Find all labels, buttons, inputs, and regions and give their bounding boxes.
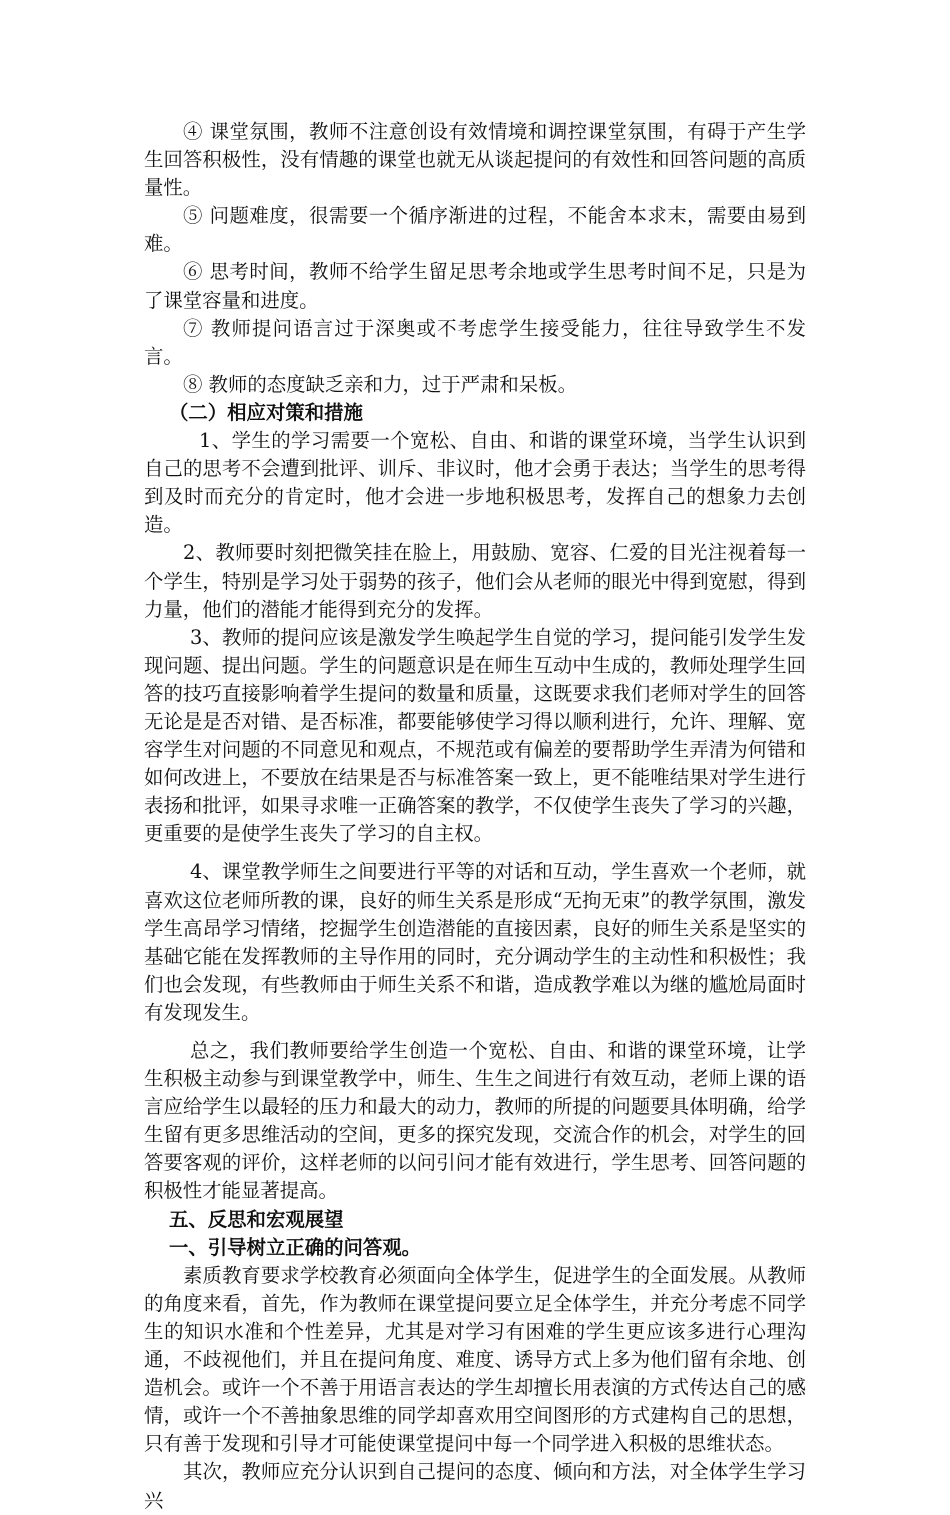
paragraph-measure-2: 2、教师要时刻把微笑挂在脸上，用鼓励、宽容、仁爱的目光注视着每一个学生，特别是学习处于弱势的孩子，他们会从老师的眼光中得到宽慰，得到力量，他们的潜能才能得到充分的发挥。 <box>144 541 806 621</box>
paragraph-question-language: ⑦ 教师提问语言过于深奥或不考虑学生接受能力，往往导致学生不发言。 <box>144 316 806 368</box>
paragraph-quality-education: 素质教育要求学校教育必须面向全体学生，促进学生的全面发展。从教师的角度来看，首先，作为教师在课堂提问要立足全体学生，并充分考虑不同学生的知识水准和个性差异，尤其是对学习有困难的学生更应该多进行心理沟通，不歧视他们，并且在提问角度、难度、诱导方式上多为他们留有余地、创造机会。或许一个不善于用语言表达的学生却擅长用表演的方式传达自己的感情，或许一个不善抽象思维的同学却喜欢用空间图形的方式建构自己的思想，只有善于发现和引导才可能使课堂提问中每一个同学进入积极的思维状态。 <box>144 1263 806 1456</box>
paragraph-secondly: 其次，教师应充分认识到自己提问的态度、倾向和方法，对全体学生学习兴 <box>144 1460 806 1512</box>
paragraph-classroom-atmosphere: ④ 课堂氛围，教师不注意创设有效情境和调控课堂氛围，有碍于产生学生回答积极性，没有情趣的课堂也就无从谈起提问的有效性和回答问题的高质量性。 <box>144 120 806 200</box>
document-page <box>144 118 806 1515</box>
paragraph-thinking-time: ⑥ 思考时间，教师不给学生留足思考余地或学生思考时间不足，只是为了课堂容量和进度。 <box>144 260 806 312</box>
subsection-heading-qa-view: 一、引导树立正确的问答观。 <box>169 1235 422 1259</box>
paragraph-gap <box>144 848 806 858</box>
paragraph-measure-3: 3、教师的提问应该是激发学生唤起学生自觉的学习，提问能引发学生发现问题、提出问题。学生的问题意识是在师生互动中生成的，教师处理学生回答的技巧直接影响着学生提问的数量和质量，这既要求我们老师对学生的回答无论是是否对错、是否标准，都要能够使学习得以顺利进行，允许、理解、宽容学生对问题的不同意见和观点，不规范或有偏差的要帮助学生弄清为何错和如何改进上，不要放在结果是否与标准答案一致上，更不能唯结果对学生进行表扬和批评，如果寻求唯一正确答案的教学，不仅使学生丧失了学习的兴趣，更重要的是使学生丧失了学习的自主权。 <box>144 625 806 846</box>
paragraph-teacher-attitude: ⑧ 教师的态度缺乏亲和力，过于严肃和呆板。 <box>183 372 577 396</box>
section-heading-countermeasures: （二）相应对策和措施 <box>169 400 363 424</box>
paragraph-question-difficulty: ⑤ 问题难度，很需要一个循序渐进的过程，不能舍本求末，需要由易到难。 <box>144 204 806 256</box>
paragraph-measure-1: 1、学生的学习需要一个宽松、自由、和谐的课堂环境，当学生认识到自己的思考不会遭到批评、训斥、非议时，他才会勇于表达；当学生的思考得到及时而充分的肯定时，他才会进一步地积极思考，发挥自己的想象力去创造。 <box>144 429 806 537</box>
paragraph-measure-4: 4、课堂教学师生之间要进行平等的对话和互动，学生喜欢一个老师，就喜欢这位老师所教的课，良好的师生关系是形成“无拘无束”的教学氛围，激发学生高昂学习情绪，挖掘学生创造潜能的直接因素，良好的师生关系是坚实的基础它能在发挥教师的主导作用的同时，充分调动学生的主动性和积极性；我们也会发现，有些教师由于师生关系不和谐，造成教学难以为继的尴尬局面时有发现发生。 <box>144 860 806 1024</box>
section-heading-reflection: 五、反思和宏观展望 <box>169 1207 344 1231</box>
paragraph-summary: 总之，我们教师要给学生创造一个宽松、自由、和谐的课堂环境，让学生积极主动参与到课堂教学中，师生、生生之间进行有效互动，老师上课的语言应给学生以最轻的压力和最大的动力，教师的所提的问题要具体明确，给学生留有更多思维活动的空间，更多的探究发现，交流合作的机会，对学生的回答要客观的评价，这样老师的以问引问才能有效进行，学生思考、回答问题的积极性才能显著提高。 <box>144 1039 806 1203</box>
paragraph-gap <box>144 1027 806 1037</box>
